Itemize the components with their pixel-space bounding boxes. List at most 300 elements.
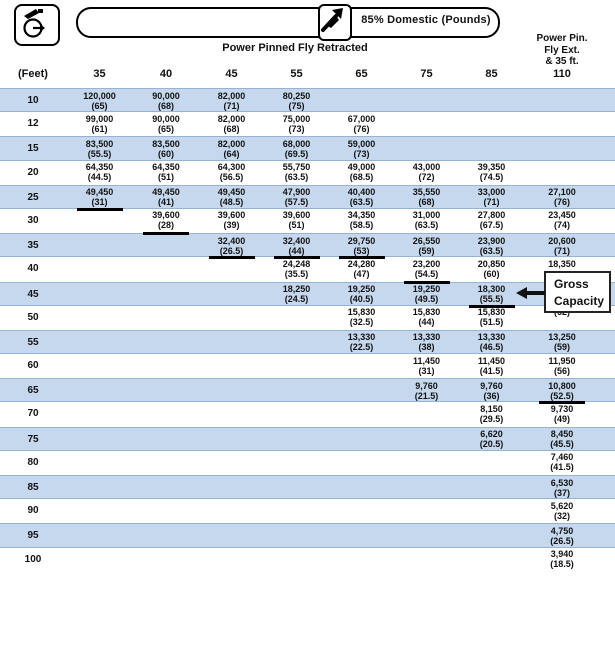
capacity-cell (394, 112, 459, 136)
capacity-value: 82,000 (217, 113, 246, 124)
capacity-value: 59,000 (347, 138, 376, 149)
capacity-value: 18,250 (282, 284, 311, 294)
radius-row-label: 85 (27, 482, 39, 493)
capacity-value: 39,600 (152, 210, 180, 221)
capacity-value: 39,600 (217, 210, 246, 221)
capacity-value: 4,750 (550, 525, 574, 536)
capacity-cell (459, 89, 524, 112)
capacity-cell (199, 402, 264, 426)
capacity-value: 49,450 (217, 187, 246, 198)
capacity-cell (459, 379, 524, 402)
capacity-cell (459, 402, 524, 426)
capacity-cell (524, 354, 600, 378)
capacity-cell (524, 112, 600, 136)
boom-angle: (38) (418, 342, 435, 353)
capacity-value: 83,500 (85, 138, 114, 149)
capacity-value: 10,800 (548, 380, 576, 391)
radius-row-label: 45 (27, 288, 39, 300)
boom-length-header: 75 (420, 68, 433, 80)
boom-angle: (71) (553, 245, 570, 256)
capacity-cell (133, 499, 199, 523)
boom-angle: (47) (353, 268, 370, 279)
boom-angle: (31) (418, 365, 435, 376)
boom-angle: (56.5) (219, 172, 244, 183)
capacity-value: 13,330 (347, 332, 376, 343)
capacity-cell (329, 548, 394, 572)
radius-row-label: 20 (27, 166, 39, 178)
boom-length-header: 35 (93, 68, 106, 80)
boom-angle: (18.5) (550, 559, 574, 570)
capacity-cell (133, 476, 199, 499)
boom-angle: (69.5) (284, 148, 309, 159)
capacity-cell (66, 89, 133, 112)
swing-rotation-icon (14, 4, 60, 46)
boom-angle: (41) (157, 197, 174, 208)
capacity-cell (329, 306, 394, 330)
capacity-cell (264, 402, 329, 426)
radius-row-label: 15 (27, 143, 39, 155)
boom-angle: (56) (553, 365, 570, 376)
fly-group-label-line: Fly Ext. (544, 44, 580, 56)
capacity-value: 64,350 (85, 162, 114, 173)
boom-angle: (65) (157, 123, 174, 134)
capacity-value: 120,000 (83, 90, 116, 101)
table-row (0, 112, 615, 136)
boom-angle: (44) (418, 317, 435, 328)
capacity-value: 90,000 (152, 90, 180, 101)
capacity-cell (66, 209, 133, 233)
boom-angle: (73) (353, 148, 370, 159)
boom-angle: (65) (91, 100, 108, 111)
capacity-value: 33,000 (477, 187, 506, 198)
capacity-cell (133, 209, 199, 233)
capacity-cell (264, 548, 329, 572)
capacity-cell (329, 524, 394, 547)
radius-row-label: 100 (24, 553, 42, 565)
capacity-cell (133, 283, 199, 306)
radius-row-label: 95 (27, 530, 39, 542)
table-row (0, 548, 615, 572)
capacity-cell (459, 234, 524, 257)
table-row (0, 402, 615, 426)
boom-angle: (76) (553, 197, 570, 208)
boom-angle: (53) (353, 245, 370, 256)
capacity-cell (394, 283, 459, 306)
boom-angle: (71) (483, 197, 500, 208)
radius-row-label: 50 (27, 311, 39, 323)
capacity-value: 9,760 (415, 380, 438, 391)
capacity-value: 8,150 (480, 403, 503, 414)
capacity-cell (394, 476, 459, 499)
boom-angle: (68) (223, 123, 240, 134)
boom-angle: (39) (223, 220, 240, 231)
capacity-cell (133, 257, 199, 281)
capacity-cell (199, 257, 264, 281)
radius-row-label: 60 (27, 360, 39, 372)
capacity-value: 6,530 (550, 477, 574, 488)
capacity-cell (133, 161, 199, 185)
capacity-cell (66, 524, 133, 547)
capacity-cell (66, 331, 133, 354)
capacity-cell (66, 234, 133, 257)
capacity-cell (199, 548, 264, 572)
fly-extension-icon (318, 4, 352, 41)
capacity-value: 15,830 (477, 307, 506, 318)
capacity-cell (133, 306, 199, 330)
capacity-cell (329, 89, 394, 112)
capacity-cell (264, 137, 329, 160)
capacity-cell (199, 89, 264, 112)
capacity-value: 20,850 (477, 258, 506, 269)
boom-angle: (51.5) (479, 317, 504, 328)
capacity-cell (329, 234, 394, 257)
capacity-value: 9,760 (480, 380, 503, 391)
capacity-value: 15,830 (347, 307, 376, 318)
radius-row-label: 90 (27, 505, 39, 517)
capacity-cell (264, 379, 329, 402)
boom-angle: (35.5) (284, 268, 309, 279)
capacity-value: 64,350 (152, 162, 180, 173)
radius-row-label: 75 (27, 433, 39, 445)
capacity-cell (199, 499, 264, 523)
capacity-value: 35,550 (412, 187, 441, 198)
capacity-cell (524, 548, 600, 572)
capacity-value: 82,000 (217, 90, 246, 101)
capacity-cell (264, 306, 329, 330)
capacity-value: 75,000 (282, 113, 311, 124)
capacity-cell (329, 209, 394, 233)
capacity-cell (264, 89, 329, 112)
boom-angle: (44.5) (87, 172, 112, 183)
capacity-cell (66, 428, 133, 451)
capacity-value: 9,730 (550, 403, 574, 414)
capacity-value: 64,300 (217, 162, 246, 173)
capacity-cell (66, 137, 133, 160)
capacity-cell (459, 161, 524, 185)
capacity-cell (524, 161, 600, 185)
boom-angle: (72) (418, 172, 435, 183)
radius-row-label: 30 (27, 214, 39, 226)
table-row (0, 499, 615, 523)
radius-row-label: 80 (27, 456, 39, 468)
capacity-cell (394, 379, 459, 402)
capacity-value: 27,800 (477, 210, 506, 221)
capacity-cell (459, 428, 524, 451)
boom-angle: (67.5) (479, 220, 504, 231)
capacity-cell (329, 379, 394, 402)
boom-angle: (59) (418, 245, 435, 256)
capacity-cell (264, 331, 329, 354)
boom-angle: (28) (157, 220, 174, 231)
capacity-cell (394, 402, 459, 426)
capacity-cell (264, 161, 329, 185)
table-row (0, 306, 615, 330)
capacity-cell (524, 234, 600, 257)
capacity-cell (394, 306, 459, 330)
capacity-cell (264, 283, 329, 306)
gross-capacity-callout-line: Capacity (554, 294, 605, 308)
capacity-cell (459, 476, 524, 499)
capacity-cell (199, 186, 264, 209)
capacity-cell (459, 112, 524, 136)
boom-angle: (54.5) (414, 268, 439, 279)
radius-row-label: 40 (27, 263, 39, 275)
capacity-cell (329, 499, 394, 523)
capacity-cell (264, 476, 329, 499)
column-headers (0, 68, 615, 84)
boom-length-header: 110 (553, 68, 571, 80)
boom-length-header: 65 (355, 68, 368, 80)
capacity-value: 29,750 (347, 235, 376, 246)
capacity-cell (329, 451, 394, 475)
boom-angle: (31) (91, 197, 108, 208)
capacity-value: 23,450 (548, 210, 576, 221)
boom-angle: (60) (483, 268, 500, 279)
capacity-cell (524, 428, 600, 451)
capacity-cell (524, 331, 600, 354)
boom-angle: (60) (157, 148, 174, 159)
table-row (0, 185, 615, 209)
capacity-value: 18,350 (548, 258, 576, 269)
capacity-cell (394, 331, 459, 354)
boom-angle: (41.5) (479, 365, 504, 376)
table-row (0, 136, 615, 160)
boom-angle: (74.5) (479, 172, 504, 183)
radius-row-label: 70 (27, 408, 39, 420)
capacity-cell (133, 186, 199, 209)
capacity-cell (459, 186, 524, 209)
capacity-cell (459, 137, 524, 160)
capacity-cell (133, 137, 199, 160)
boom-angle: (55.5) (479, 294, 504, 304)
capacity-cell (459, 354, 524, 378)
capacity-value: 24,280 (347, 258, 376, 269)
rating-banner-label: 85% Domestic (Pounds) (361, 14, 491, 26)
capacity-value: 13,330 (412, 332, 441, 343)
capacity-value: 19,250 (412, 284, 441, 294)
capacity-cell (66, 306, 133, 330)
capacity-cell (524, 499, 600, 523)
boom-angle: (24.5) (284, 294, 309, 304)
capacity-cell (394, 428, 459, 451)
capacity-cell (66, 354, 133, 378)
capacity-cell (459, 499, 524, 523)
table-row (0, 378, 615, 402)
boom-angle: (73) (288, 123, 305, 134)
capacity-value: 11,450 (477, 355, 506, 366)
radius-row-label: 65 (27, 385, 39, 397)
capacity-value: 32,400 (217, 235, 246, 246)
capacity-cell (459, 209, 524, 233)
table-row (0, 88, 615, 112)
capacity-cell (329, 186, 394, 209)
boom-angle: (45.5) (550, 439, 574, 450)
capacity-value: 67,000 (347, 113, 376, 124)
capacity-cell (264, 524, 329, 547)
table-row (0, 257, 615, 281)
capacity-cell (133, 379, 199, 402)
gross-capacity-callout (544, 271, 611, 313)
capacity-cell (524, 137, 600, 160)
capacity-cell (66, 112, 133, 136)
boom-angle: (26.5) (219, 245, 244, 256)
capacity-cell (199, 234, 264, 257)
boom-angle: (29.5) (479, 413, 504, 424)
table-row (0, 161, 615, 185)
capacity-cell (329, 428, 394, 451)
boom-angle: (20.5) (479, 439, 504, 450)
boom-angle: (76) (353, 123, 370, 134)
capacity-value: 40,400 (347, 187, 376, 198)
capacity-cell (199, 354, 264, 378)
radius-row-label: 35 (27, 240, 39, 252)
boom-angle: (71) (223, 100, 240, 111)
capacity-cell (66, 257, 133, 281)
boom-angle: (68) (157, 100, 174, 111)
radius-column-header: (Feet) (18, 68, 48, 80)
capacity-value: 23,900 (477, 235, 506, 246)
capacity-value: 47,900 (282, 187, 311, 198)
boom-angle: (55.5) (87, 148, 112, 159)
capacity-cell (394, 161, 459, 185)
boom-angle: (44) (288, 245, 305, 256)
capacity-value: 19,250 (347, 284, 376, 294)
capacity-cell (133, 354, 199, 378)
boom-angle: (64) (223, 148, 240, 159)
capacity-cell (199, 379, 264, 402)
radius-row-label: 12 (27, 118, 39, 130)
capacity-value: 49,450 (152, 187, 180, 198)
boom-length-header: 85 (485, 68, 498, 80)
capacity-cell (394, 524, 459, 547)
capacity-value: 82,000 (217, 138, 246, 149)
boom-angle: (46.5) (479, 342, 504, 353)
capacity-cell (199, 283, 264, 306)
capacity-cell (524, 402, 600, 426)
capacity-cell (199, 476, 264, 499)
gross-capacity-arrow-icon (516, 286, 545, 300)
table-row (0, 330, 615, 354)
capacity-cell (133, 402, 199, 426)
boom-angle: (75) (288, 100, 305, 111)
capacity-cell (66, 186, 133, 209)
capacity-cell (199, 331, 264, 354)
table-row (0, 475, 615, 499)
capacity-cell (264, 257, 329, 281)
boom-angle: (74) (553, 220, 570, 231)
capacity-cell (459, 306, 524, 330)
table-row (0, 427, 615, 451)
table-row (0, 451, 615, 475)
boom-angle: (48.5) (219, 197, 244, 208)
capacity-cell (394, 548, 459, 572)
capacity-cell (394, 186, 459, 209)
capacity-value: 49,450 (85, 187, 114, 198)
capacity-cell (329, 354, 394, 378)
capacity-cell (329, 161, 394, 185)
capacity-cell (524, 451, 600, 475)
capacity-cell (264, 209, 329, 233)
boom-angle: (57.5) (284, 197, 309, 208)
capacity-value: 26,550 (412, 235, 441, 246)
capacity-cell (133, 548, 199, 572)
capacity-cell (264, 428, 329, 451)
capacity-cell (264, 354, 329, 378)
gross-capacity-callout-line: Gross (554, 277, 589, 291)
capacity-cell (459, 257, 524, 281)
capacity-cell (199, 209, 264, 233)
table-row (0, 523, 615, 547)
capacity-cell (459, 524, 524, 547)
boom-angle: (68) (418, 197, 435, 208)
boom-angle: (52.5) (550, 390, 574, 401)
capacity-value: 55,750 (282, 162, 311, 173)
capacity-cell (133, 112, 199, 136)
capacity-value: 34,350 (347, 210, 376, 221)
capacity-cell (394, 354, 459, 378)
capacity-value: 99,000 (85, 113, 114, 124)
radius-row-label: 25 (27, 191, 39, 203)
boom-group-label: Power Pinned Fly Retracted (222, 42, 368, 54)
capacity-value: 90,000 (152, 113, 180, 124)
capacity-cell (133, 89, 199, 112)
capacity-cell (199, 428, 264, 451)
capacity-cell (329, 257, 394, 281)
capacity-cell (133, 524, 199, 547)
capacity-cell (524, 524, 600, 547)
boom-length-header: 55 (290, 68, 303, 80)
capacity-value: 31,000 (412, 210, 441, 221)
boom-angle: (59) (553, 342, 570, 353)
boom-length-header: 45 (225, 68, 238, 80)
capacity-value: 27,100 (548, 187, 576, 198)
capacity-cell (264, 112, 329, 136)
boom-angle: (41.5) (550, 462, 574, 473)
capacity-cell (66, 548, 133, 572)
capacity-cell (329, 402, 394, 426)
capacity-cell (66, 402, 133, 426)
boom-angle: (51) (288, 220, 305, 231)
capacity-value: 39,350 (477, 162, 506, 173)
capacity-value: 13,250 (548, 332, 576, 343)
capacity-value: 83,500 (152, 138, 180, 149)
capacity-cell (394, 451, 459, 475)
fly-group-label (524, 33, 600, 68)
capacity-cell (329, 331, 394, 354)
capacity-cell (459, 283, 524, 306)
boom-angle: (37) (553, 487, 570, 498)
capacity-value: 49,000 (347, 162, 376, 173)
boom-angle: (63.5) (479, 245, 504, 256)
capacity-cell (524, 186, 600, 209)
boom-angle: (32) (553, 510, 570, 521)
capacity-value: 11,450 (412, 355, 441, 366)
capacity-value: 43,000 (412, 162, 441, 173)
boom-angle: (36) (483, 390, 500, 401)
capacity-cell (66, 451, 133, 475)
boom-angle: (32.5) (349, 317, 374, 328)
capacity-cell (199, 524, 264, 547)
fly-group-label-line: Power Pin. (536, 33, 588, 44)
boom-angle: (26.5) (550, 535, 574, 546)
capacity-cell (199, 306, 264, 330)
capacity-cell (329, 476, 394, 499)
radius-row-label: 10 (27, 95, 39, 106)
capacity-cell (264, 234, 329, 257)
capacity-value: 15,830 (412, 307, 441, 318)
capacity-value: 6,620 (480, 429, 503, 440)
boom-angle: (63.5) (284, 172, 309, 183)
